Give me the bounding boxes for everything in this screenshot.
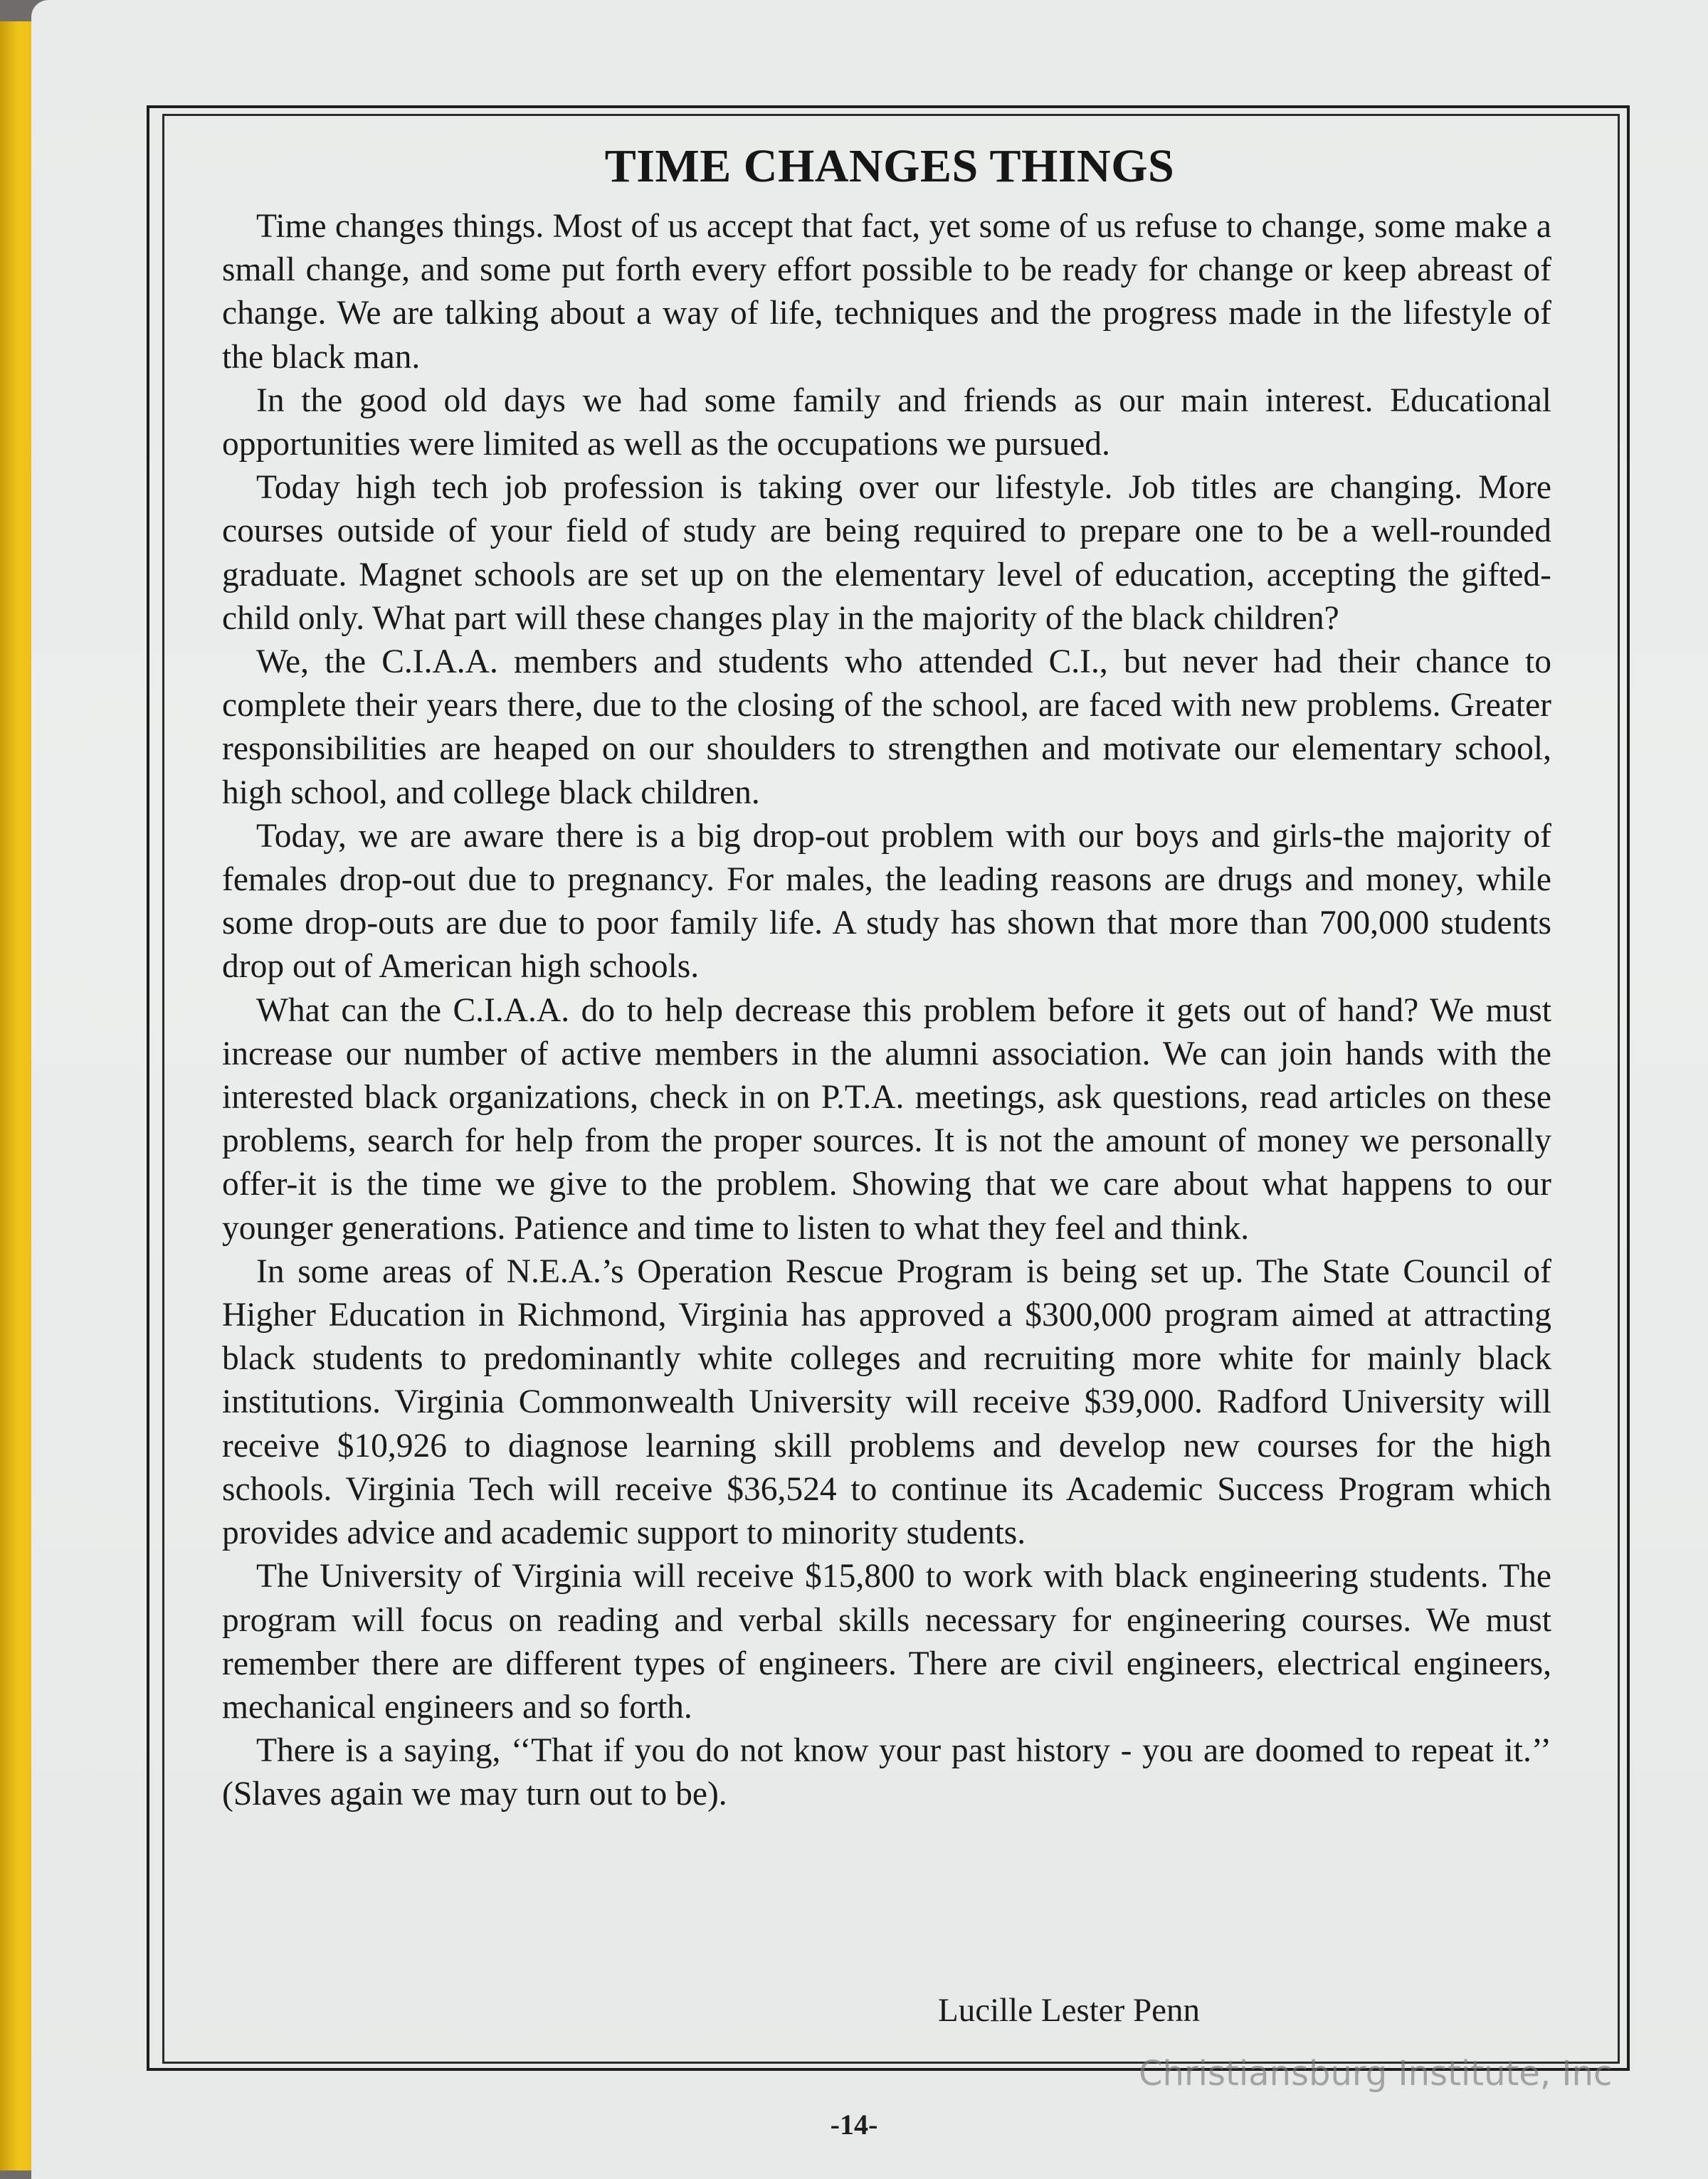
paragraph-6: What can the C.I.A.A. do to help decrease this problem before it gets out of hand? We must increase our number of active members in the alumni association. We can join hands with the interested black organizations, check in on P.T.A. meetings, ask questions, read articles on these problems, search for help from the proper sources. It is not the amount of money we personally offer-it is the time we give to the problem. Showing that we care about what happens to our younger generations. Patience and time to listen to what they feel and think. (222, 991, 1551, 1247)
paragraph-3: Today high tech job profession is taking over our lifestyle. Job titles are changing. More courses outside of your field of study are being required to prepare one to be a well-rounded graduate. Magnet schools are set up on the elementary level of education, accepting the gifted-child only. What part will these changes play in the majority of the black children? (222, 469, 1551, 637)
paragraph-1: Time changes things. Most of us accept that fact, yet some of us refuse to change, some make a small change, and some put forth every effort possible to be ready for change or keep abreast of change. We are talking about a way of life, techniques and the progress made in the lifestyle of the black man. (222, 208, 1551, 376)
watermark-text: Christiansburg Institute, Inc (1139, 2054, 1613, 2094)
paragraph-7: In some areas of N.E.A.’s Operation Rescue Program is being set up. The State Council of Higher Education in Richmond, Virginia has approved a $300,000 program aimed at attracting black students to predominantly white colleges and recruiting more white for mainly black institutions. Virginia Commonwealth University will receive $39,000. Radford University will receive $10,926 to diagnose learning skill problems and develop new courses for the high schools. Virginia Tech will receive $36,524 to continue its Academic Success Program which provides advice and academic support to minority students. (222, 1252, 1551, 1552)
paragraph-9: There is a saying, ‘‘That if you do not know your past history - you are doomed to repeat it.’’ (Slaves again we may turn out to be). (222, 1732, 1551, 1813)
article-body (222, 205, 1551, 1817)
paragraph-4: We, the C.I.A.A. members and students who attended C.I., but never had their chance to complete their years there, due to the closing of the school, are faced with new problems. Greater responsibilities are heaped on our shoulders to strengthen and motivate our elementary school, high school, and college black children. (222, 643, 1551, 811)
article-title: TIME CHANGES THINGS (604, 140, 1175, 192)
paragraph-8: The University of Virginia will receive $15,800 to work with black engineering students. The program will focus on reading and verbal skills necessary for engineering courses. We must remember there are different types of engineers. There are civil engineers, electrical engineers, mechanical engineers and so forth. (222, 1558, 1551, 1726)
page-number: -14- (830, 2109, 878, 2141)
author-signature: Lucille Lester Penn (938, 1992, 1201, 2029)
paragraph-2: In the good old days we had some family and friends as our main interest. Educational opportunities were limited as well as the occupations we pursued. (222, 381, 1551, 463)
paragraph-5: Today, we are aware there is a big drop-out problem with our boys and girls-the majority of females drop-out due to pregnancy. For males, the leading reasons are drugs and money, while some drop-outs are due to poor family life. A study has shown that more than 700,000 students drop out of American high schools. (222, 817, 1551, 986)
